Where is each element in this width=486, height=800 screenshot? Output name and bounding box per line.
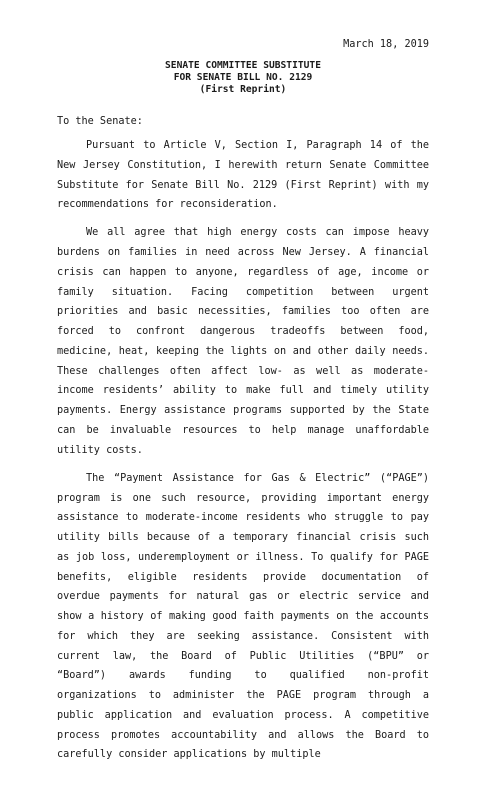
paragraph-2: We all agree that high energy costs can impose heavy burdens on families in need across New Jersey. A financial crisis can happen to anyone, regardless of age, income or family situation. Facing competition between urgent priorities and basic necessities, families too often are forced to confront dangerous tradeoffs between food, medicine, heat, keeping the lights on and other daily needs. These challenges often affect low- as well as moderate-income residents’ ability to make full and timely utility payments. Energy assistance programs supported by the State can be invaluable resources to help manage unaffordable utility costs.	[57, 227, 429, 456]
bill-title-line-2: FOR SENATE BILL NO. 2129	[173, 72, 313, 83]
bill-title-line-3: (First Reprint)	[199, 84, 287, 95]
paragraph-3: The “Payment Assistance for Gas & Electric” (“PAGE”) program is one such resource, providing important energy assistance to moderate-income residents who struggle to pay utility bills because of a temporary financial crisis such as job loss, underemployment or illness. To qualify for PAGE benefits, eligible residents provide documentation of overdue payments for natural gas or electric service and show a history of making good faith payments on the accounts for which they are seeking assistance. Consistent with current law, the Board of Public Utilities (“BPU” or “Board”) awards funding to qualified non-profit organizations to administer the PAGE program through a public application and evaluation process. A competitive process promotes accountability and allows the Board to carefully consider applications by multiple	[57, 472, 429, 761]
bill-title-line-1: SENATE COMMITTEE SUBSTITUTE	[165, 60, 321, 71]
letter-body	[57, 136, 429, 773]
paragraph-1: Pursuant to Article V, Section I, Paragraph 14 of the New Jersey Constitution, I herewith return Senate Committee Substitute for Senate Bill No. 2129 (First Reprint) with my recommendations for reconsideration.	[57, 140, 429, 211]
bill-title	[0, 60, 486, 96]
salutation: To the Senate:	[57, 116, 143, 127]
letter-date: March 18, 2019	[343, 39, 429, 50]
